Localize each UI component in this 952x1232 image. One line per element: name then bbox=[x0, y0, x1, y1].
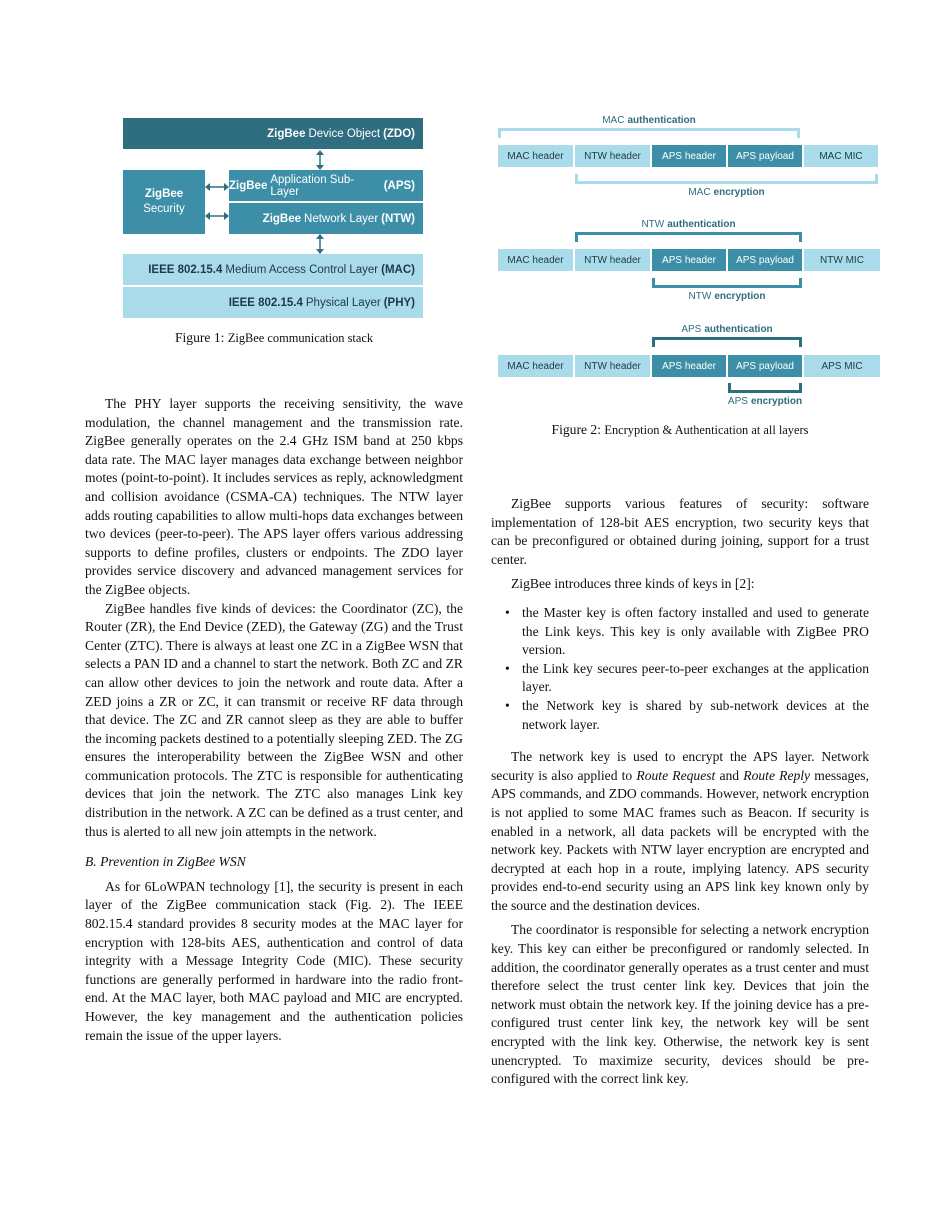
label-bold: encryption bbox=[714, 291, 766, 302]
ntw-label: Network Layer bbox=[304, 212, 379, 225]
caption-prefix: Figure 1: bbox=[174, 330, 225, 345]
ntw-layer-box bbox=[229, 203, 423, 234]
paragraph: ZigBee handles five kinds of devices: the Coordinator (ZC), the Router (ZR), the End Device (ZED), the Gateway (ZG) and the Trust Center (ZTC). There is always at least one ZC in a ZigBee WSN that selects a PAN ID and a channel to start the network. Both ZC and ZR can allow other devices to join the network and route data. After a ZED joins a ZR or ZC, it can transmit or receive RF data through that device. The ZC and ZR cannot sleep as they are able to buffer the incoming packets destined to a potentially sleeping ZED. The ZG ensures the interoperability between the ZigBee WSN and other communication protocols. The ZTC is responsible for authenticating devices that join the network. The ZTC also manages Link key distribution in the network. A ZC can be defined as a trust center, and thus is alerted to all new join attempts in the network. bbox=[85, 600, 463, 839]
list-item: • the Network key is shared by sub-network devices at the network layer. bbox=[491, 697, 869, 734]
security-brand: ZigBee bbox=[144, 188, 184, 200]
label-prefix: NTW bbox=[688, 291, 712, 302]
phy-layer-box bbox=[123, 287, 423, 318]
mac-brand: IEEE 802.15.4 bbox=[148, 263, 223, 276]
phy-abbr: (PHY) bbox=[383, 296, 415, 309]
label-prefix: APS bbox=[727, 396, 748, 407]
section-heading: B. Prevention in ZigBee WSN bbox=[85, 854, 246, 870]
packet-cell: APS payload bbox=[728, 249, 802, 271]
mac-enc-label bbox=[575, 187, 878, 198]
zdo-abbr: (ZDO) bbox=[383, 127, 415, 140]
paragraph bbox=[491, 748, 869, 915]
packet-cell: NTW header bbox=[575, 355, 650, 377]
caption-text: Encryption & Authentication at all layers bbox=[604, 423, 809, 437]
label-prefix: APS bbox=[681, 324, 702, 335]
mac-enc-bracket bbox=[575, 174, 878, 184]
ntw-brand: ZigBee bbox=[262, 212, 302, 225]
text-run: Route Request bbox=[636, 767, 716, 783]
label-prefix: MAC bbox=[688, 187, 711, 198]
aps-abbr: (APS) bbox=[383, 179, 415, 192]
label-prefix: MAC bbox=[602, 115, 625, 126]
paragraph: ZigBee supports various features of security: software implementation of 128-bit AES encryption, two security keys that can be preconfigured or obtained during joining, support for a trust center. bbox=[491, 496, 869, 567]
aps-auth-bracket bbox=[652, 337, 802, 347]
packet-cell: APS payload bbox=[728, 145, 802, 167]
text-run: Route Reply bbox=[743, 767, 811, 783]
double-arrow-icon bbox=[313, 234, 327, 254]
label-bold: authentication bbox=[704, 324, 773, 335]
list-item: • the Link key secures peer-to-peer exchanges at the application layer. bbox=[491, 660, 869, 697]
aps-enc-bracket bbox=[728, 383, 802, 393]
phy-label: Physical Layer bbox=[305, 296, 381, 309]
text-run: and bbox=[715, 767, 744, 783]
packet-cell: NTW header bbox=[575, 145, 650, 167]
label-bold: authentication bbox=[667, 219, 736, 230]
text-run: The network key is used to encrypt the APS layer. Network security is also applied to bbox=[491, 749, 869, 783]
aps-layer-box bbox=[229, 170, 423, 201]
left-column bbox=[85, 395, 463, 1045]
list-item: • the Master key is often factory installed and used to generate the Link keys. This key is only available with ZigBee PRO version. bbox=[491, 604, 869, 660]
packet-cell: NTW header bbox=[575, 249, 650, 271]
paragraph: The coordinator is responsible for selecting a network encryption key. This key can either be preconfigured or randomly selected. In addition, the coordinator generally operates as a trust center and must therefore select the trust center link key. Devices that join the network must obtain the network key. If the joining device has a pre-configured trust center link key, the network key will be sent encrypted with the link key. Otherwise, the network key is sent unencrypted. To maximize security, devices should be pre-configured with the correct link key. bbox=[491, 922, 869, 1087]
ntw-enc-label bbox=[652, 291, 802, 302]
packet-cell: APS MIC bbox=[804, 355, 880, 377]
mac-auth-bracket bbox=[498, 128, 800, 138]
caption-prefix: Figure 2: bbox=[551, 422, 601, 437]
zdo-brand: ZigBee bbox=[267, 127, 306, 140]
packet-cell: APS header bbox=[652, 145, 726, 167]
mac-layer-box bbox=[123, 254, 423, 285]
right-column bbox=[491, 495, 869, 1089]
key-list bbox=[491, 604, 869, 734]
paragraph: ZigBee introduces three kinds of keys in [2]: bbox=[511, 576, 755, 592]
label-bold: encryption bbox=[713, 187, 765, 198]
label-prefix: NTW bbox=[641, 219, 665, 230]
ntw-auth-label bbox=[575, 219, 802, 230]
aps-auth-label bbox=[652, 324, 802, 335]
packet-cell: NTW MIC bbox=[804, 249, 880, 271]
mac-abbr: (MAC) bbox=[381, 263, 415, 276]
packet-cell: APS header bbox=[652, 249, 726, 271]
label-bold: encryption bbox=[750, 396, 803, 407]
security-label: Security bbox=[143, 203, 185, 215]
ntw-enc-bracket bbox=[652, 278, 802, 288]
packet-cell: MAC header bbox=[498, 249, 573, 271]
packet-cell: MAC header bbox=[498, 355, 573, 377]
security-box bbox=[123, 170, 205, 234]
paragraph: The PHY layer supports the receiving sensitivity, the wave modulation, the channel management and the transmission rate. ZigBee generally operates on the 2.4 GHz ISM band at 250 kbps data rate. The MAC layer manages data exchange between neighbor motes (point-to-point). It includes services as reply, acknowledgment and collision avoidance (CSMA-CA) techniques. The NTW layer adds routing capabilities to allow multi-hops data exchanges between two devices (peer-to-peer). The APS layer offers various addressing supports to define profiles, clusters or endpoints. The ZDO layer provides service discovery and advanced management services for the ZigBee objects. bbox=[85, 396, 463, 597]
security-arrows-icon bbox=[205, 180, 229, 224]
zdo-label: Device Object bbox=[308, 127, 381, 140]
ntw-abbr: (NTW) bbox=[381, 212, 415, 225]
paragraph: As for 6LoWPAN technology [1], the security is present in each layer of the ZigBee communication stack (Fig. 2). The IEEE 802.15.4 standard provides 8 security modes at the MAC layer for encryption with 128-bits AES, authentication and control of data integrity with a Message Integrity Code (MIC). These security functions are generally performed in hardware into the radio front-end. At the MAC layer, both MAC payload and MIC are encrypted. However, the key management and the authentication policies remain the issue of the upper layers. bbox=[85, 878, 463, 1043]
mac-auth-label bbox=[498, 115, 800, 126]
double-arrow-icon bbox=[313, 150, 327, 170]
packet-cell: APS header bbox=[652, 355, 726, 377]
mac-label: Medium Access Control Layer bbox=[225, 263, 379, 276]
aps-enc-label bbox=[714, 396, 816, 407]
zdo-layer-box bbox=[123, 118, 423, 149]
text-run: messages, APS commands, and ZDO commands. However, network encryption is not applied to some MAC frames such as Beacon. If security is enabled in a network, all data packets will be encrypted with the network key. Packets with NTW layer encryption are encrypted and decrypted at each hop in a route, implying latency. APS security provides end-to-end security using an APS link key known only by the source and the destination devices. bbox=[491, 767, 869, 913]
caption-text: ZigBee communication stack bbox=[227, 331, 374, 345]
phy-brand: IEEE 802.15.4 bbox=[228, 296, 303, 309]
figure-2-caption bbox=[491, 422, 869, 438]
aps-brand: ZigBee bbox=[229, 179, 268, 192]
ntw-auth-bracket bbox=[575, 232, 802, 242]
packet-cell: APS payload bbox=[728, 355, 802, 377]
label-bold: authentication bbox=[627, 115, 696, 126]
packet-cell: MAC header bbox=[498, 145, 573, 167]
aps-label: Application Sub-Layer bbox=[270, 173, 355, 198]
figure-1-caption bbox=[85, 330, 463, 346]
packet-cell: MAC MIC bbox=[804, 145, 878, 167]
